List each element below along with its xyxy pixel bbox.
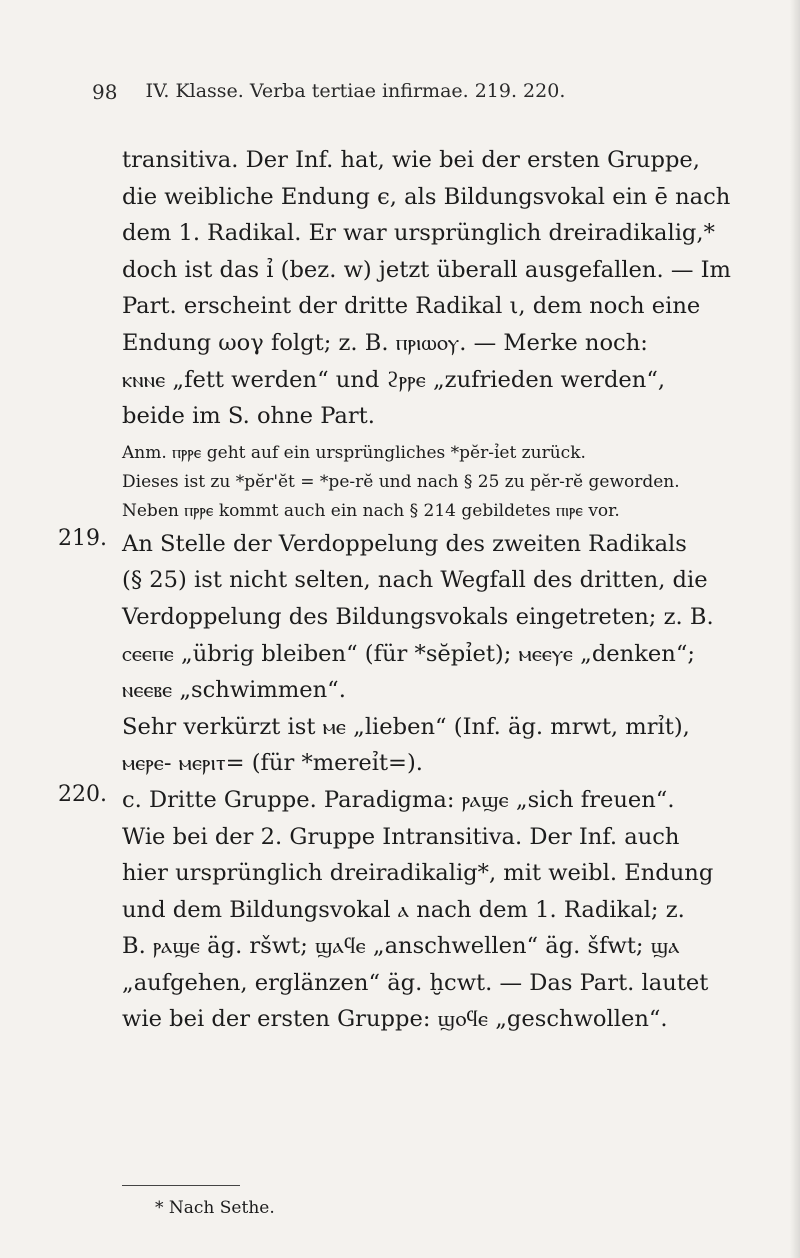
text-line: ⲕⲛⲛⲉ „fett werden“ und ϩⲣⲣⲉ „zufrieden werden“, (122, 366, 666, 393)
text-line: transitiva. Der Inf. hat, wie bei der ersten Gruppe, (122, 147, 700, 173)
text-line: die weibliche Endung ϵ, als Bildungsvokal ein ē nach (122, 183, 731, 210)
text-line: B. ⲣⲁϣⲉ äg. ršwt; ϣⲁϥⲉ „anschwellen“ äg. šfwt; ϣⲁ (122, 933, 680, 960)
text-line: ⲙⲉⲣⲉ- ⲙⲉⲣⲓⲧ= (für *mereỉt=). (122, 750, 423, 777)
text-line: ⲛⲉⲉⲃⲉ „schwimmen“. (122, 677, 346, 704)
running-head (92, 80, 712, 104)
text-body (58, 142, 800, 1038)
text-line: und dem Bildungsvokal ⲁ nach dem 1. Radikal; z. (122, 896, 685, 923)
section-219 (58, 525, 800, 782)
anmerkung-note (122, 439, 800, 526)
text-line: Wie bei der 2. Gruppe Intransitiva. Der Inf. auch (122, 823, 680, 850)
text-line: Endung ωoγ folgt; z. B. ⲡⲣⲓⲱⲟⲩ. — Merke noch: (122, 329, 648, 356)
text-line: Part. erscheint der dritte Radikal ι, dem noch eine (122, 293, 701, 320)
section-number: 219. (58, 525, 107, 551)
page-number: 98 (92, 80, 118, 104)
text-line: doch ist das ỉ (bez. w) jetzt überall ausgefallen. — Im (122, 256, 731, 283)
text-line: An Stelle der Verdoppelung des zweiten Radikals (122, 530, 687, 557)
text-line: (§ 25) ist nicht selten, nach Wegfall des dritten, die (122, 567, 708, 594)
footnote: * Nach Sethe. (155, 1198, 275, 1218)
text-line: wie bei der ersten Gruppe: ϣⲟϥⲉ „geschwollen“. (122, 1006, 668, 1033)
footnote-divider (122, 1185, 240, 1186)
text-line: c. Dritte Gruppe. Paradigma: ⲣⲁϣⲉ „sich freuen“. (122, 786, 675, 813)
section-220 (58, 781, 800, 1038)
note-line: Anm. ⲡⲣⲣⲉ geht auf ein ursprüngliches *pĕr-ỉet zurück. (122, 442, 586, 463)
note-line: Dieses ist zu *pĕr'ĕt = *pe-rĕ und nach § 25 zu pĕr-rĕ geworden. (122, 471, 680, 492)
paragraph-transitiva (122, 142, 800, 435)
text-line: beide im S. ohne Part. (122, 403, 375, 430)
running-title: IV. Klasse. Verba tertiae infirmae. 219. 220. (145, 80, 566, 102)
section-number: 220. (58, 781, 107, 807)
page-edge-shadow (790, 0, 800, 1258)
text-line: Sehr verkürzt ist ⲙⲉ „lieben“ (Inf. äg. mrwt, mrỉt), (122, 713, 690, 740)
text-line: hier ursprünglich dreiradikalig*, mit weibl. Endung (122, 860, 714, 887)
text-line: dem 1. Radikal. Er war ursprünglich dreiradikalig,* (122, 220, 715, 247)
text-line: ⲥⲉⲉⲡⲉ „übrig bleiben“ (für *sĕpỉet); ⲙⲉⲉⲩⲉ „denken“; (122, 640, 695, 667)
note-line: Neben ⲡⲣⲣⲉ kommt auch ein nach § 214 gebildetes ⲡⲓⲣⲉ vor. (122, 500, 620, 521)
text-line: „aufgehen, erglänzen“ äg. ḫcwt. — Das Part. lautet (122, 969, 709, 996)
text-line: Verdoppelung des Bildungsvokals eingetreten; z. B. (122, 603, 714, 630)
